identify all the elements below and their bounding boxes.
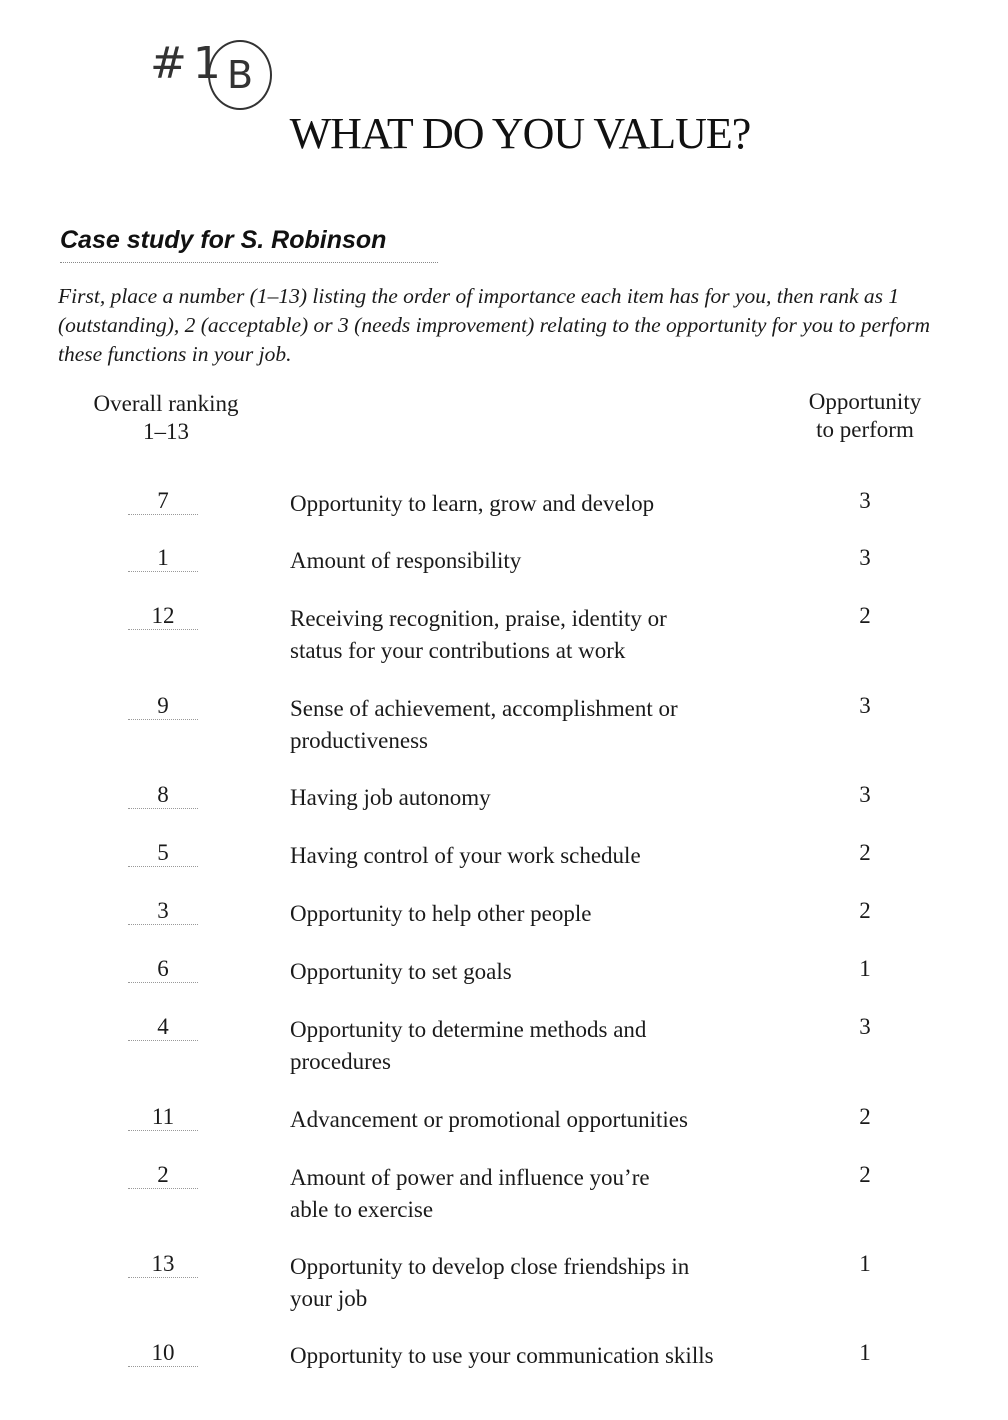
value-item-label: Amount of responsibility — [290, 548, 522, 573]
value-item-label: Opportunity to learn, grow and develop — [290, 491, 655, 516]
value-item-label: Amount of power and influence you’re able to exercise — [290, 1165, 650, 1222]
case-study-heading: Case study for S. Robinson — [60, 226, 387, 254]
value-item-label: Opportunity to use your communication skills — [290, 1343, 714, 1368]
value-item-label: Opportunity to develop close friendships in your job — [290, 1254, 690, 1311]
opportunity-header — [790, 388, 940, 444]
opportunity-rating-field[interactable]: 2 — [859, 898, 871, 923]
overall-rank-value: 7 — [157, 488, 169, 513]
overall-rank-field[interactable] — [128, 1014, 198, 1040]
overall-rank-field[interactable] — [128, 1162, 198, 1188]
opportunity-rating-field[interactable]: 3 — [859, 782, 871, 807]
overall-ranking-header — [86, 390, 246, 446]
rank-blank-line — [128, 1188, 198, 1189]
value-item-label: Receiving recognition, praise, identity or status for your contributions at work — [290, 606, 667, 663]
rank-blank-line — [128, 1040, 198, 1041]
overall-rank-field[interactable] — [128, 545, 198, 571]
opportunity-header-line1: Opportunity — [808, 389, 922, 414]
rank-blank-line — [128, 866, 198, 867]
value-item-label: Having control of your work schedule — [290, 843, 641, 868]
rank-blank-line — [128, 1130, 198, 1131]
rank-blank-line — [128, 924, 198, 925]
rank-blank-line — [128, 1277, 198, 1278]
rank-blank-line — [128, 982, 198, 983]
overall-rank-value: 11 — [151, 1104, 175, 1129]
opportunity-rating-field[interactable]: 3 — [859, 488, 871, 513]
value-item-label: Advancement or promotional opportunities — [290, 1107, 688, 1132]
rank-blank-line — [128, 1366, 198, 1367]
value-item-label: Sense of achievement, accomplishment or productiveness — [290, 696, 678, 753]
opportunity-rating-field[interactable]: 2 — [859, 1162, 871, 1187]
overall-rank-field[interactable] — [128, 1340, 198, 1366]
heading-underline — [60, 262, 438, 263]
overall-rank-field[interactable] — [128, 1104, 198, 1130]
overall-rank-value: 6 — [157, 956, 169, 981]
overall-rank-value: 1 — [157, 545, 169, 570]
instructions-text: First, place a number (1–13) listing the order of importance each item has for you, then rank as 1 (outstanding), 2 (acceptable) or 3 (needs improvement) relating to the opportunity for you to perform these functions in your job. — [58, 284, 930, 366]
opportunity-rating-field[interactable]: 1 — [859, 1251, 871, 1276]
value-item-label: Opportunity to set goals — [290, 959, 512, 984]
overall-rank-field[interactable] — [128, 898, 198, 924]
overall-rank-value: 3 — [157, 898, 169, 923]
value-item-label: Having job autonomy — [290, 785, 491, 810]
opportunity-rating-field[interactable]: 1 — [859, 956, 871, 981]
rank-blank-line — [128, 808, 198, 809]
overall-rank-field[interactable] — [128, 782, 198, 808]
overall-rank-value: 13 — [151, 1251, 175, 1276]
opportunity-header-line2: to perform — [816, 417, 914, 442]
handwritten-number-mark: #1 — [150, 38, 227, 89]
overall-rank-field[interactable] — [128, 840, 198, 866]
overall-rank-value: 12 — [151, 603, 175, 628]
overall-rank-field[interactable] — [128, 693, 198, 719]
overall-rank-value: 10 — [151, 1340, 175, 1365]
opportunity-rating-field[interactable]: 1 — [859, 1340, 871, 1365]
rank-blank-line — [128, 571, 198, 572]
overall-rank-value: 9 — [157, 693, 169, 718]
overall-rank-field[interactable] — [128, 488, 198, 514]
rank-blank-line — [128, 719, 198, 720]
opportunity-rating-field[interactable]: 2 — [859, 840, 871, 865]
value-item-label: Opportunity to help other people — [290, 901, 592, 926]
overall-rank-value: 2 — [157, 1162, 169, 1187]
overall-ranking-header-line2: 1–13 — [143, 419, 189, 444]
overall-rank-field[interactable] — [128, 1251, 198, 1277]
opportunity-rating-field[interactable]: 3 — [859, 545, 871, 570]
overall-rank-field[interactable] — [128, 603, 198, 629]
opportunity-rating-field[interactable]: 3 — [859, 693, 871, 718]
overall-rank-value: 4 — [157, 1014, 169, 1039]
page-title: WHAT DO YOU VALUE? — [289, 109, 751, 158]
overall-rank-field[interactable] — [128, 956, 198, 982]
rank-blank-line — [128, 514, 198, 515]
rank-blank-line — [128, 629, 198, 630]
opportunity-rating-field[interactable]: 2 — [859, 603, 871, 628]
opportunity-rating-field[interactable]: 2 — [859, 1104, 871, 1129]
handwritten-circled-letter: B — [208, 40, 272, 110]
opportunity-rating-field[interactable]: 3 — [859, 1014, 871, 1039]
value-item-label: Opportunity to determine methods and procedures — [290, 1017, 647, 1074]
overall-rank-value: 8 — [157, 782, 169, 807]
overall-ranking-header-line1: Overall ranking — [93, 391, 239, 416]
overall-rank-value: 5 — [157, 840, 169, 865]
